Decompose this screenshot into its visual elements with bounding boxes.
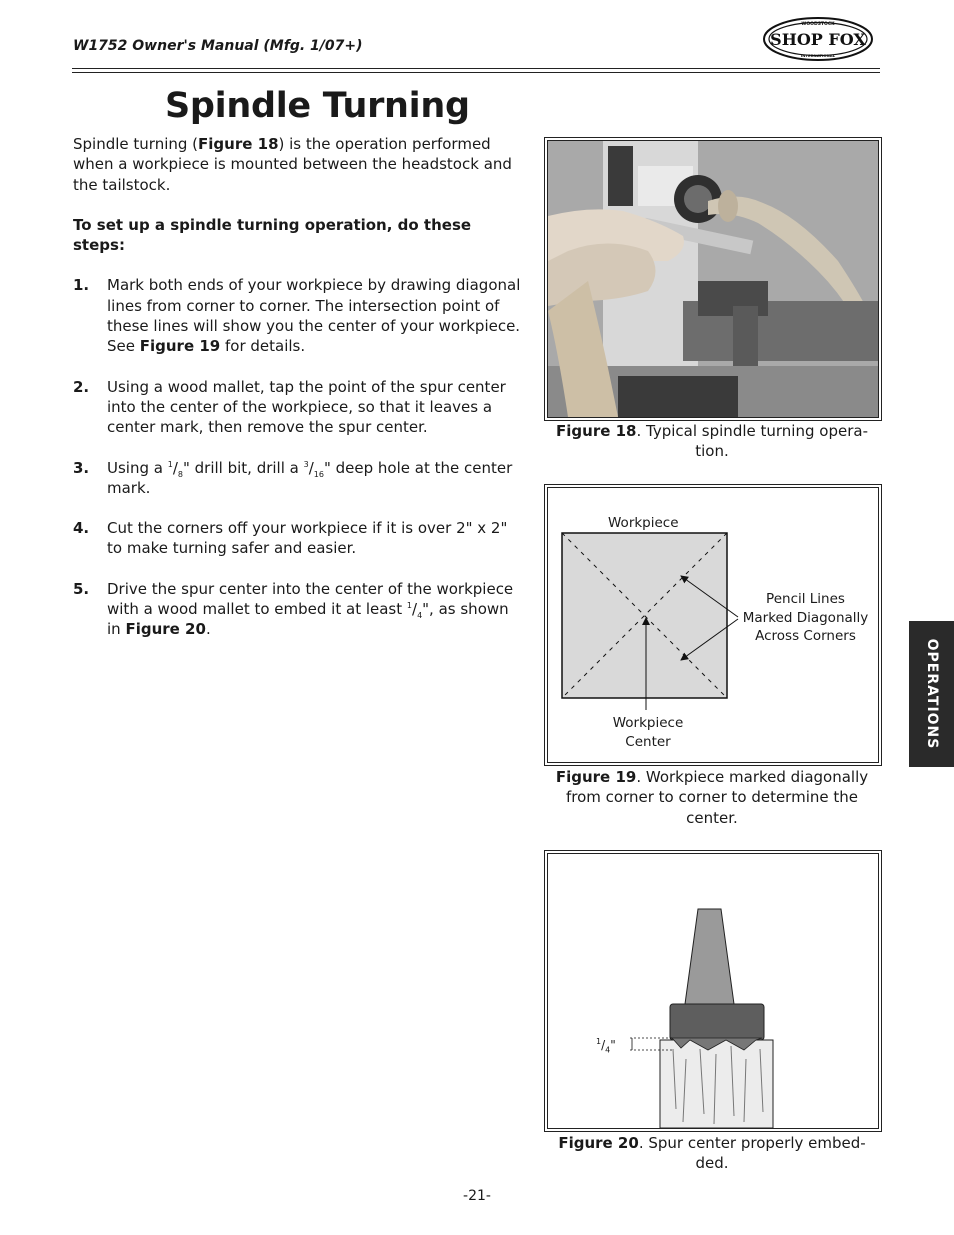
body-text — [73, 134, 523, 660]
figure-18-ref: Figure 18 — [198, 135, 279, 153]
svg-text:WOODSTOCK: WOODSTOCK — [801, 22, 835, 27]
label-quarter-inch: $^1/_4$" — [596, 1037, 616, 1055]
spindle-turning-photo — [548, 141, 878, 417]
page-title: Spindle Turning — [165, 86, 470, 126]
steps-heading: To set up a spindle turning operation, do these steps: — [73, 215, 472, 255]
shop-fox-logo — [762, 16, 874, 62]
figure-20-caption: Figure 20. Spur center properly embedded. — [558, 1134, 866, 1173]
step-3: 3. Using a $^1/_8$" drill bit, drill a $^3/_{16}$" deep hole at the center mark. — [73, 458, 513, 497]
label-workpiece: Workpiece — [608, 515, 679, 531]
figure-19-caption: Figure 19. Workpiece marked diagonally from corner to corner to determine the center. — [555, 768, 869, 827]
label-pencil-lines: Pencil Lines Marked Diagonally Across Corners — [742, 591, 869, 644]
svg-text:SHOP FOX: SHOP FOX — [770, 30, 866, 49]
figure-20-ref: Figure 20 — [125, 620, 206, 639]
figure-18-frame — [544, 137, 882, 421]
svg-text:INTERNATIONAL: INTERNATIONAL — [800, 53, 836, 58]
manual-title: W1752 Owner's Manual (Mfg. 1/07+) — [73, 38, 363, 54]
step-5: 5. Drive the spur center into the center of the workpiece with a wood mallet to embed it at least $^1/_4$", as shown in Figure 20. — [73, 579, 514, 639]
figure-19-ref: Figure 19 — [139, 337, 221, 356]
figure-18-caption: Figure 18. Typical spindle turning operation. — [556, 422, 868, 461]
step-1: 1. Mark both ends of your workpiece by drawing diagonal lines from corner to corner. The intersection point of these lines will show you the center of your workpiece. See Figure 19 for details. — [73, 276, 521, 356]
spur-center-diagram — [548, 854, 878, 1128]
label-workpiece-center: Workpiece Center — [612, 715, 684, 750]
figure-20-frame — [544, 850, 882, 1132]
header-rule — [72, 68, 880, 73]
operations-section-tab: OPERATIONS — [909, 621, 954, 767]
step-2: 2. Using a wood mallet, tap the point of the spur center into the center of the workpiece, so that it leaves a center mark, then remove the spur center. — [73, 377, 506, 437]
figure-19-frame — [544, 484, 882, 766]
page-number: -21- — [463, 1188, 491, 1204]
step-4: 4. Cut the corners off your workpiece if it is over 2" x 2" to make turning safer and easier. — [73, 519, 508, 558]
intro-paragraph: Spindle turning (Figure 18) is the operation performed when a workpiece is mounted between the headstock and the tailstock. — [73, 135, 512, 194]
